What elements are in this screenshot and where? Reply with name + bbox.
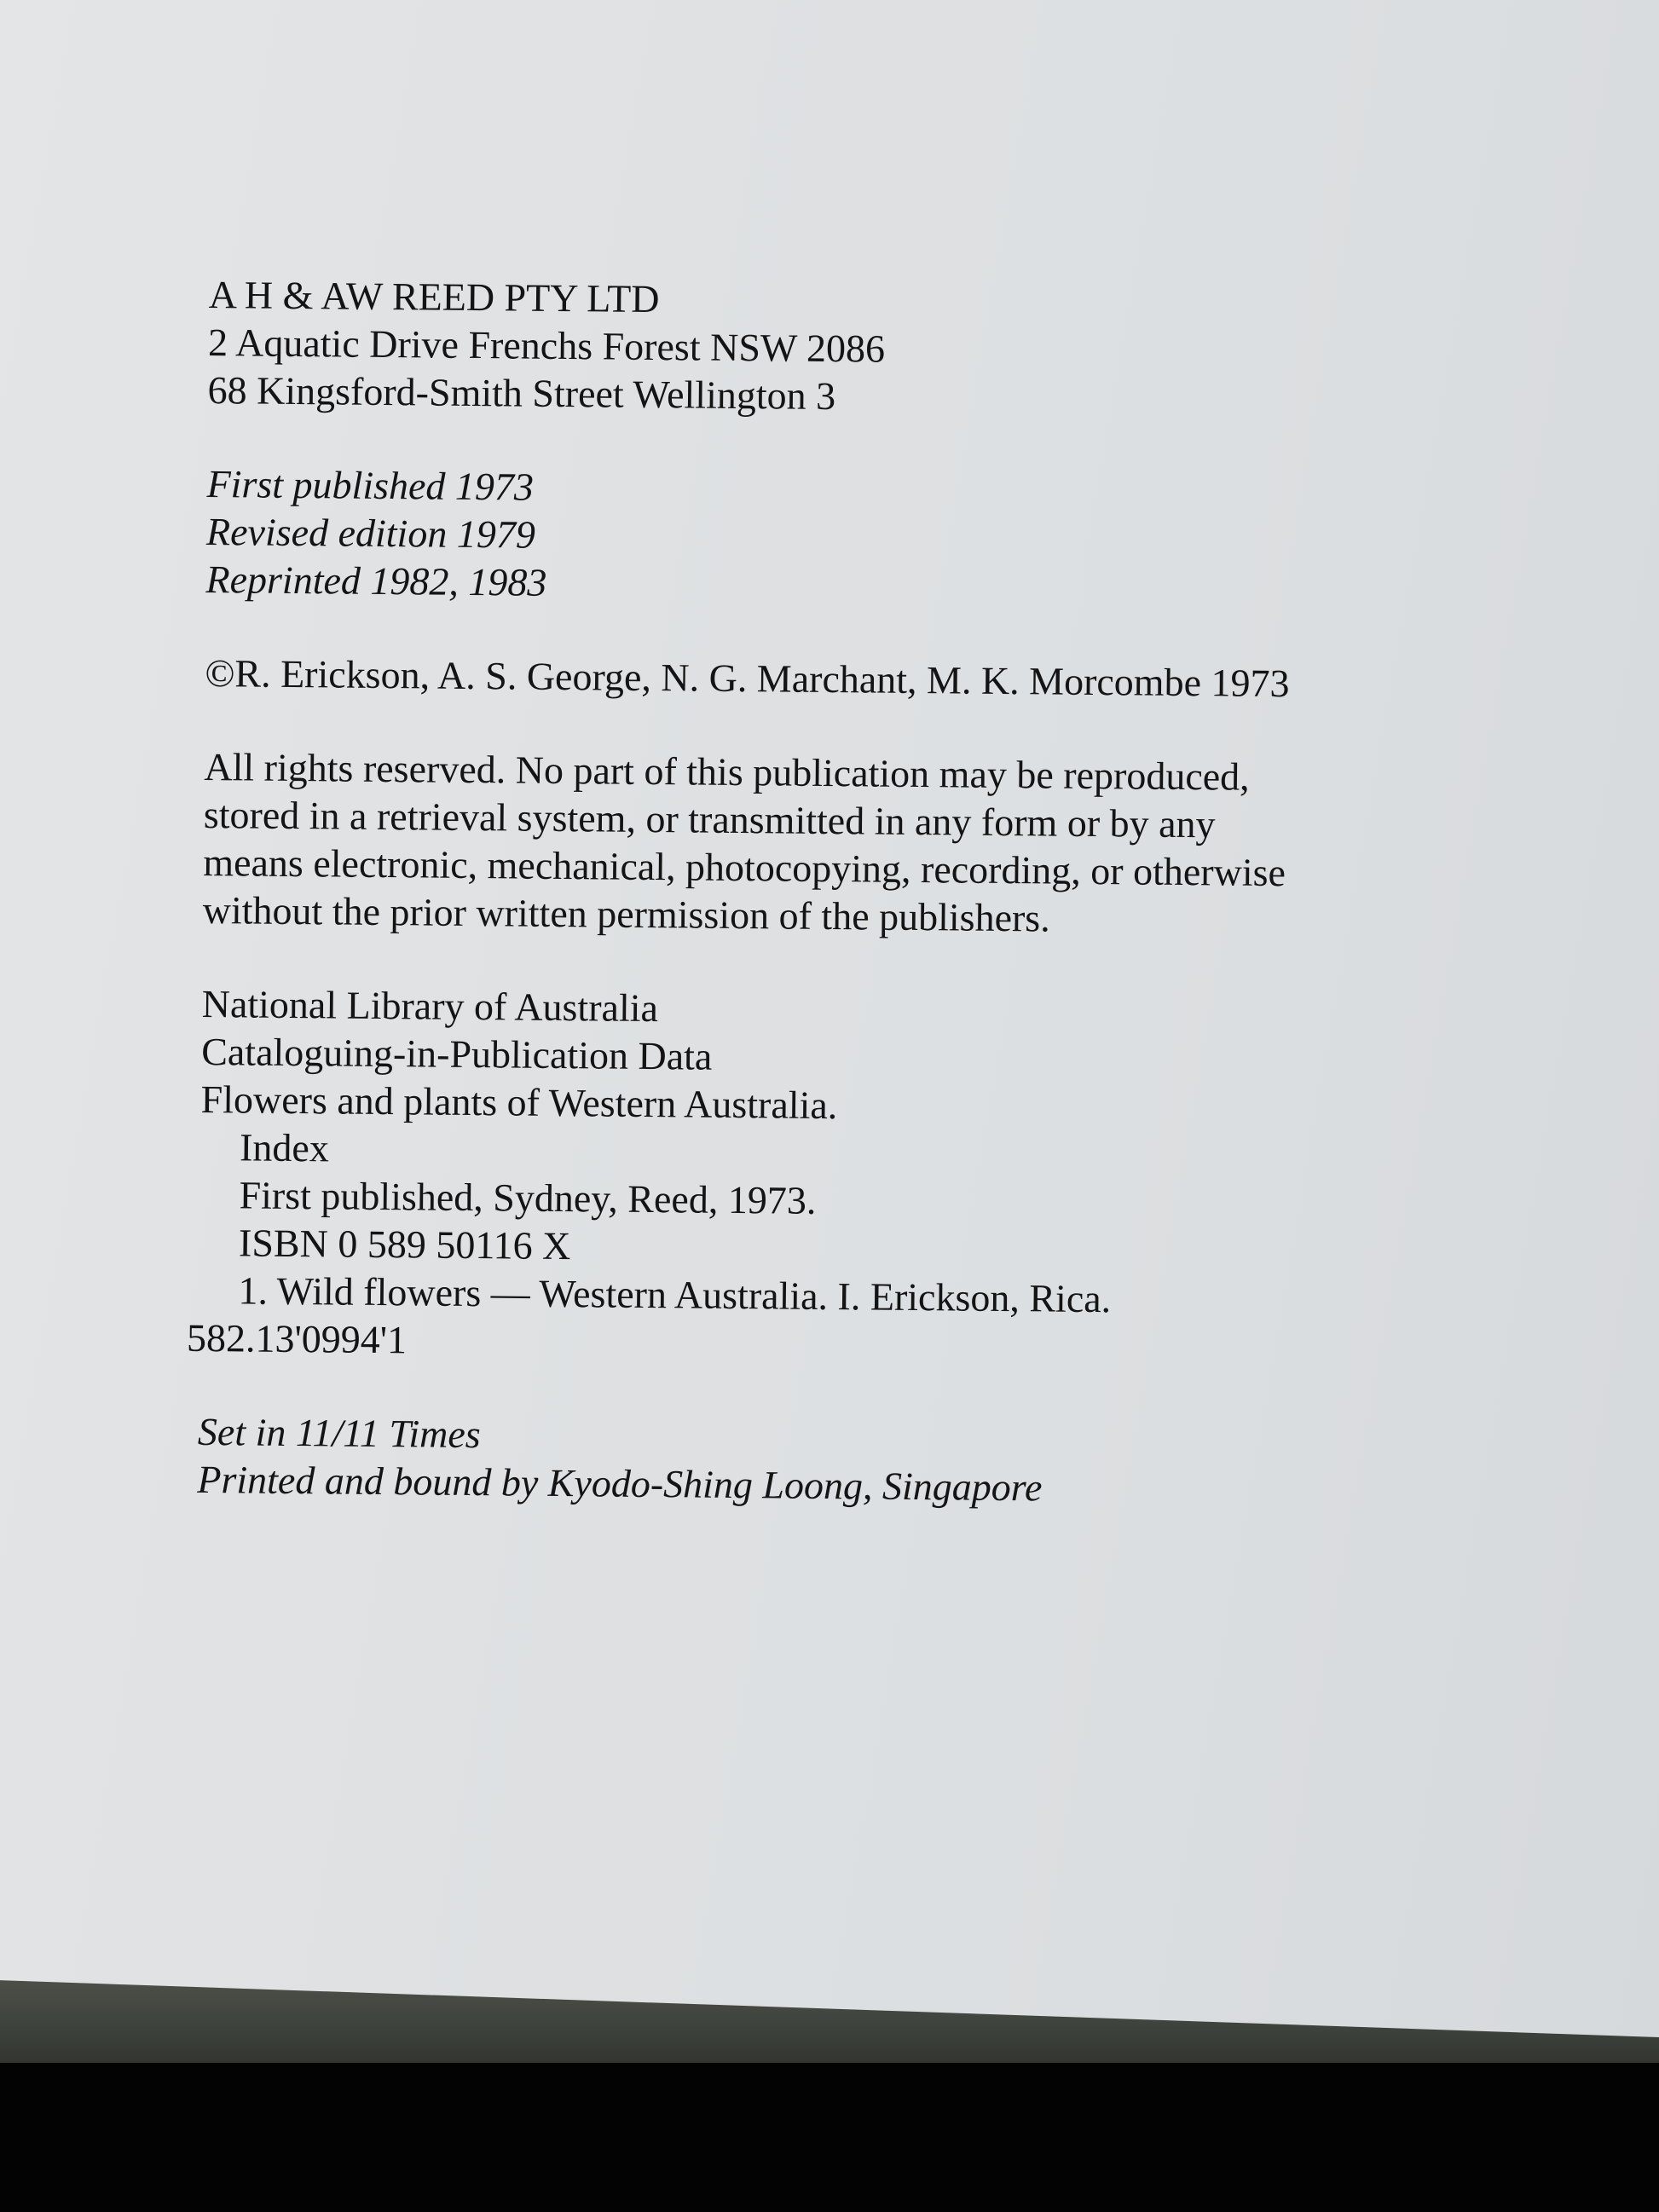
cip-isbn: ISBN 0 589 50116 X — [238, 1221, 571, 1268]
rights-line-3: means electronic, mechanical, photocopying, recording, or otherwise — [203, 840, 1286, 895]
publisher-name: A H & AW REED PTY LTD — [208, 272, 660, 321]
printer-note: Printed and bound by Kyodo-Shing Loong, Singapore — [197, 1457, 1043, 1510]
rights-line-2: stored in a retrieval system, or transmitted in any form or by any — [203, 792, 1216, 846]
cip-first-published: First published, Sydney, Reed, 1973. — [239, 1173, 817, 1222]
imprint-text — [186, 271, 1488, 1516]
rights-line-4: without the prior written permission of the publishers. — [202, 887, 1050, 940]
copyright-notice: ©R. Erickson, A. S. George, N. G. Marchant, M. K. Morcombe 1973 — [205, 650, 1290, 706]
cip-classification: 582.13'0994'1 — [186, 1315, 408, 1362]
first-published: First published 1973 — [206, 461, 535, 509]
cip-block — [186, 980, 1481, 1374]
reprinted: Reprinted 1982, 1983 — [205, 557, 547, 604]
cip-index: Index — [239, 1125, 330, 1170]
cip-title: Flowers and plants of Western Australia. — [200, 1077, 838, 1128]
cip-heading: Cataloguing-in-Publication Data — [200, 1029, 713, 1078]
publisher-address-2: 68 Kingsford-Smith Street Wellington 3 — [207, 367, 836, 419]
publication-history — [205, 460, 1486, 615]
typeset-note: Set in 11/11 Times — [197, 1409, 481, 1457]
publisher-block — [207, 271, 1488, 426]
rights-block — [203, 743, 1483, 946]
dark-background — [0, 2063, 1659, 2212]
rights-line-1: All rights reserved. No part of this publication may be reproduced, — [204, 744, 1250, 799]
production-block — [197, 1408, 1477, 1516]
publisher-address-1: 2 Aquatic Drive Frenchs Forest NSW 2086 — [207, 320, 886, 371]
cip-library: National Library of Australia — [201, 981, 659, 1031]
cip-subjects: 1. Wild flowers — Western Australia. I. Erickson, Rica. — [238, 1268, 1112, 1321]
revised-edition: Revised edition 1979 — [205, 509, 536, 557]
copyright-block — [205, 650, 1483, 709]
